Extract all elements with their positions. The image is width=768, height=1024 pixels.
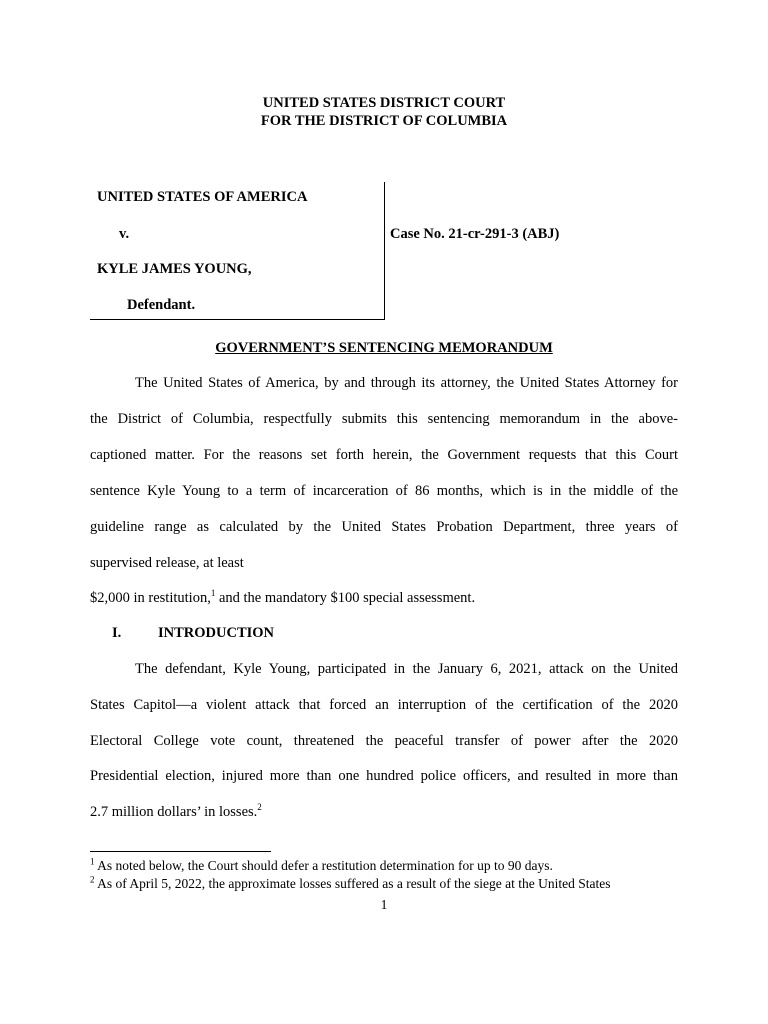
- paragraph-text: $2,000 in restitution,: [90, 590, 211, 606]
- footnote-number: 1: [90, 856, 95, 867]
- paragraph-line: The United States of America, by and through its attorney, the United States Attorney for: [135, 375, 678, 391]
- paragraph-line: supervised release, at least: [90, 555, 244, 571]
- footnote-1: [90, 858, 680, 874]
- section-title: INTRODUCTION: [158, 625, 275, 641]
- caption-plaintiff: UNITED STATES OF AMERICA: [97, 189, 308, 205]
- paragraph-line: Electoral College vote count, threatened the peaceful transfer of power after the 2020: [90, 733, 678, 749]
- paragraph-text: and the mandatory $100 special assessment.: [215, 590, 476, 606]
- paragraph-line: Presidential election, injured more than one hundred police officers, and resulted in more than: [90, 768, 678, 784]
- footnote-separator: [90, 851, 271, 852]
- court-heading-line1: UNITED STATES DISTRICT COURT: [262, 95, 506, 111]
- paragraph-line-with-footnote: [90, 804, 678, 821]
- footnote-text: As noted below, the Court should defer a restitution determination for up to 90 days.: [94, 858, 553, 873]
- paragraph-line-with-footnote: [90, 590, 678, 607]
- paragraph-line: the District of Columbia, respectfully submits this sentencing memorandum in the above-: [90, 411, 678, 427]
- section-numeral: I.: [112, 625, 122, 641]
- footnote-ref: 2: [257, 802, 262, 813]
- footnote-text: As of April 5, 2022, the approximate losses suffered as a result of the siege at the United States: [94, 876, 611, 891]
- caption-versus: v.: [119, 226, 130, 242]
- footnote-2: [90, 876, 680, 892]
- paragraph-text: 2.7 million dollars’ in losses.: [90, 804, 258, 820]
- paragraph-line: guideline range as calculated by the United States Probation Department, three years of: [90, 519, 678, 535]
- page-number: 1: [380, 897, 388, 912]
- footnote-number: 2: [90, 874, 95, 885]
- caption-defendant-name: KYLE JAMES YOUNG,: [97, 261, 252, 277]
- paragraph-line: sentence Kyle Young to a term of incarceration of 86 months, which is in the middle of the: [90, 483, 678, 499]
- memorandum-title: GOVERNMENT’S SENTENCING MEMORANDUM: [215, 340, 553, 356]
- court-heading-line2: FOR THE DISTRICT OF COLUMBIA: [260, 113, 508, 129]
- paragraph-line: States Capitol—a violent attack that forced an interruption of the certification of the 2020: [90, 697, 678, 713]
- footnote-ref: 1: [210, 588, 216, 599]
- caption-horizontal-rule: [90, 319, 385, 320]
- caption-defendant-label: Defendant.: [127, 297, 196, 313]
- caption-vertical-rule: [384, 182, 385, 320]
- paragraph-line: The defendant, Kyle Young, participated in the January 6, 2021, attack on the United: [135, 661, 678, 677]
- paragraph-line: captioned matter. For the reasons set forth herein, the Government requests that this Court: [90, 447, 678, 463]
- case-number: Case No. 21-cr-291-3 (ABJ): [390, 226, 560, 242]
